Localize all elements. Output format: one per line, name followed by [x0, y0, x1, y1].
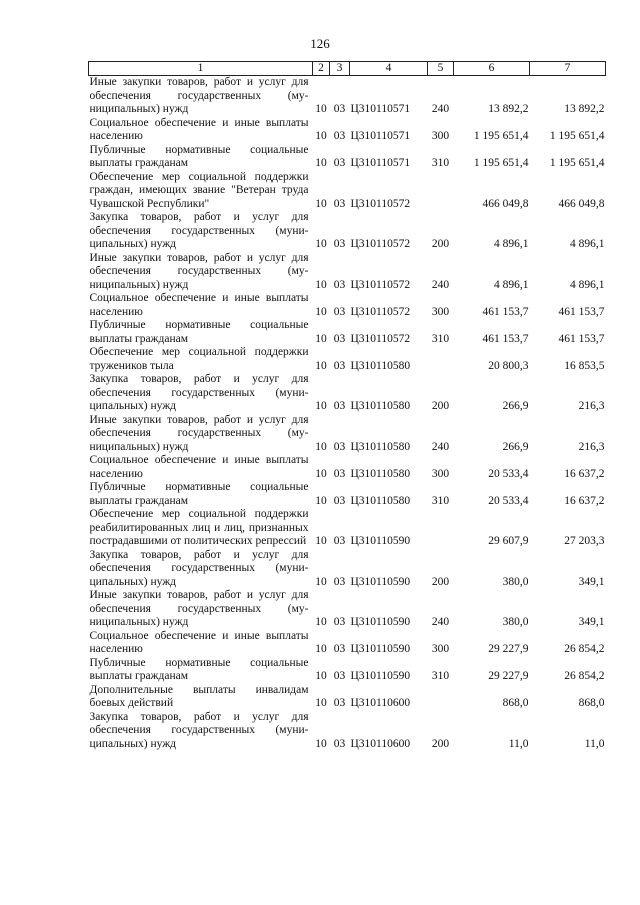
row-amount-year-1: 266,9 [502, 440, 529, 453]
row-name: Дополнительные выплаты инвалидам боевых действий [89, 683, 309, 709]
row-section: 10 [315, 670, 327, 682]
row-name: Закупка товаров, работ и услуг для обеспечения государственных (муниципальных) нужд [89, 211, 309, 250]
row-amount-year-1: 461 153,7 [482, 332, 529, 345]
row-amount-year-2: 216,3 [578, 440, 605, 453]
table-row [89, 373, 606, 414]
row-amount-year-1: 4 896,1 [494, 238, 529, 250]
row-amount-year-2: 13 892,2 [564, 103, 605, 115]
row-subsection: 03 [333, 697, 346, 709]
table-body [89, 76, 606, 752]
row-subsection: 03 [333, 737, 346, 750]
row-target-article: Ц310110571 [350, 157, 411, 169]
row-subsection: 03 [333, 278, 346, 291]
row-target-article: Ц310110580 [350, 359, 411, 372]
row-subsection: 03 [333, 494, 346, 507]
row-section: 10 [315, 103, 327, 115]
row-section: 10 [315, 238, 327, 250]
row-section: 10 [315, 278, 327, 291]
header-col-5: 5 [428, 62, 454, 76]
header-col-6: 6 [454, 62, 530, 76]
row-name: Обеспечение мер социальной поддержки граждан, имеющих звание "Ветеран труда Чувашской Республики" [89, 170, 309, 210]
row-expense-type: 310 [431, 332, 450, 345]
table-row [89, 711, 606, 752]
row-expense-type [428, 346, 454, 373]
table-row [89, 319, 606, 346]
row-target-article: Ц310110590 [350, 616, 411, 628]
row-target-article: Ц310110590 [350, 535, 411, 547]
row-expense-type: 310 [431, 157, 450, 169]
row-amount-year-1: 11,0 [508, 737, 529, 750]
row-amount-year-1: 1 195 651,4 [473, 157, 529, 169]
row-expense-type: 310 [431, 670, 450, 682]
row-name: Иные закупки товаров, работ и услуг для обеспечения государственных (муниципальных) нужд [89, 76, 309, 115]
row-amount-year-1: 380,0 [502, 575, 529, 588]
row-amount-year-1: 461 153,7 [482, 305, 529, 318]
row-amount-year-1: 13 892,2 [488, 103, 529, 115]
row-subsection: 03 [333, 670, 346, 682]
row-expense-type: 300 [431, 305, 450, 318]
row-name: Социальное обеспечение и иные выплаты населению [89, 116, 309, 142]
row-section: 10 [315, 616, 327, 628]
row-expense-type: 200 [431, 575, 450, 588]
row-target-article: Ц310110590 [350, 643, 411, 655]
row-name: Социальное обеспечение и иные выплаты населению [89, 454, 309, 480]
row-target-article: Ц310110572 [350, 278, 411, 291]
table-row [89, 76, 606, 117]
row-name: Публичные нормативные социальные выплаты гражданам [89, 319, 309, 345]
table-row [89, 211, 606, 252]
row-section: 10 [315, 535, 327, 547]
row-amount-year-1: 20 533,4 [488, 494, 529, 507]
table-row [89, 481, 606, 508]
row-amount-year-1: 29 227,9 [488, 643, 529, 655]
row-name: Закупка товаров, работ и услуг для обеспечения государственных (муниципальных) нужд [89, 373, 309, 412]
row-expense-type: 200 [431, 238, 450, 250]
row-subsection: 03 [333, 130, 346, 142]
row-name: Иные закупки товаров, работ и услуг для обеспечения государственных (муниципальных) нужд [89, 413, 309, 453]
row-target-article: Ц310110580 [350, 494, 411, 507]
row-amount-year-2: 26 854,2 [564, 670, 605, 682]
table-row [89, 657, 606, 684]
row-section: 10 [315, 643, 327, 655]
row-amount-year-1: 868,0 [502, 697, 529, 709]
page-number: 126 [310, 36, 330, 51]
row-name: Закупка товаров, работ и услуг для обеспечения государственных (муниципальных) нужд [89, 710, 309, 750]
row-amount-year-2: 16 637,2 [564, 494, 605, 507]
row-subsection: 03 [333, 157, 346, 169]
row-section: 10 [315, 197, 327, 210]
row-expense-type: 200 [431, 400, 450, 412]
header-col-1: 1 [89, 62, 313, 76]
row-section: 10 [315, 575, 327, 588]
row-target-article: Ц310110572 [350, 305, 411, 318]
row-expense-type: 200 [431, 737, 450, 750]
table-row [89, 414, 606, 455]
row-subsection: 03 [333, 400, 346, 412]
row-subsection: 03 [333, 197, 346, 210]
row-subsection: 03 [333, 103, 346, 115]
row-subsection: 03 [333, 359, 346, 372]
table-row [89, 252, 606, 293]
row-amount-year-2: 461 153,7 [558, 332, 605, 345]
row-amount-year-1: 4 896,1 [494, 278, 529, 291]
table-row [89, 508, 606, 549]
row-amount-year-1: 380,0 [502, 616, 529, 628]
row-target-article: Ц310110590 [350, 670, 411, 682]
row-subsection: 03 [333, 238, 346, 250]
row-target-article: Ц310110580 [350, 400, 411, 412]
row-name: Обеспечение мер социальной поддержки реабилитированных лиц и лиц, признанных пострадавшими от политических репрессий [89, 508, 309, 547]
row-subsection: 03 [333, 440, 346, 453]
row-name: Обеспечение мер социальной поддержки тружеников тыла [89, 346, 309, 372]
row-expense-type: 240 [431, 278, 450, 291]
table-row [89, 346, 606, 373]
row-amount-year-2: 466 049,8 [558, 197, 605, 210]
row-section: 10 [315, 697, 327, 709]
row-name: Иные закупки товаров, работ и услуг для обеспечения государственных (муниципальных) нужд [89, 251, 309, 291]
row-amount-year-2: 4 896,1 [570, 238, 605, 250]
row-amount-year-2: 4 896,1 [570, 278, 605, 291]
row-amount-year-2: 16 637,2 [564, 467, 605, 480]
row-name: Публичные нормативные социальные выплаты гражданам [89, 143, 309, 169]
row-amount-year-2: 868,0 [578, 697, 605, 709]
row-section: 10 [315, 130, 327, 142]
row-amount-year-2: 349,1 [578, 575, 605, 588]
row-expense-type [428, 508, 454, 549]
row-expense-type: 300 [431, 130, 450, 142]
header-col-3: 3 [330, 62, 350, 76]
header-col-7: 7 [530, 62, 606, 76]
row-section: 10 [315, 359, 327, 372]
row-expense-type: 310 [431, 494, 450, 507]
table-row [89, 292, 606, 319]
row-amount-year-1: 266,9 [502, 400, 529, 412]
row-target-article: Ц310110572 [350, 332, 411, 345]
row-name: Социальное обеспечение и иные выплаты населению [89, 629, 309, 655]
row-amount-year-2: 216,3 [578, 400, 605, 412]
row-name: Публичные нормативные социальные выплаты гражданам [89, 481, 309, 507]
table-row [89, 171, 606, 212]
row-amount-year-2: 1 195 651,4 [549, 130, 605, 142]
row-amount-year-2: 26 854,2 [564, 643, 605, 655]
row-target-article: Ц310110600 [350, 737, 411, 750]
row-section: 10 [315, 737, 327, 750]
row-target-article: Ц310110580 [350, 440, 411, 453]
table-row [89, 684, 606, 711]
row-subsection: 03 [333, 467, 346, 480]
row-section: 10 [315, 440, 327, 453]
table-row [89, 144, 606, 171]
row-amount-year-1: 466 049,8 [482, 197, 529, 210]
row-target-article: Ц310110571 [350, 130, 411, 142]
row-amount-year-2: 16 853,5 [564, 359, 605, 372]
row-section: 10 [315, 332, 327, 345]
row-target-article: Ц310110600 [350, 697, 411, 709]
row-expense-type: 240 [431, 616, 450, 628]
row-expense-type: 300 [431, 467, 450, 480]
row-expense-type: 240 [431, 440, 450, 453]
row-target-article: Ц310110572 [350, 197, 411, 210]
row-section: 10 [315, 157, 327, 169]
row-amount-year-1: 29 607,9 [488, 535, 529, 547]
row-name: Закупка товаров, работ и услуг для обеспечения государственных (муниципальных) нужд [89, 548, 309, 588]
row-amount-year-1: 29 227,9 [488, 670, 529, 682]
budget-table [88, 61, 606, 751]
row-subsection: 03 [333, 332, 346, 345]
row-amount-year-1: 20 800,3 [488, 359, 529, 372]
row-expense-type: 240 [431, 103, 450, 115]
row-subsection: 03 [333, 575, 346, 588]
row-name: Иные закупки товаров, работ и услуг для обеспечения государственных (муниципальных) нужд [89, 589, 309, 628]
header-col-2: 2 [313, 62, 330, 76]
row-target-article: Ц310110580 [350, 467, 411, 480]
row-expense-type: 300 [431, 643, 450, 655]
row-name: Публичные нормативные социальные выплаты гражданам [89, 656, 309, 682]
row-name: Социальное обеспечение и иные выплаты населению [89, 292, 309, 318]
row-section: 10 [315, 400, 327, 412]
row-expense-type [428, 684, 454, 711]
row-amount-year-2: 27 203,3 [564, 535, 605, 547]
header-col-4: 4 [350, 62, 428, 76]
row-amount-year-2: 349,1 [578, 616, 605, 628]
table-header [89, 62, 606, 76]
row-subsection: 03 [333, 616, 346, 628]
row-subsection: 03 [333, 535, 346, 547]
table-row [89, 117, 606, 144]
row-section: 10 [315, 305, 327, 318]
row-section: 10 [315, 494, 327, 507]
row-amount-year-1: 20 533,4 [488, 467, 529, 480]
row-amount-year-2: 461 153,7 [558, 305, 605, 318]
row-amount-year-2: 1 195 651,4 [549, 157, 605, 169]
row-target-article: Ц310110590 [350, 575, 411, 588]
table-row [89, 630, 606, 657]
row-expense-type [428, 171, 454, 212]
table-row [89, 549, 606, 590]
row-subsection: 03 [333, 643, 346, 655]
row-subsection: 03 [333, 305, 346, 318]
row-amount-year-1: 1 195 651,4 [473, 130, 529, 142]
table-row [89, 454, 606, 481]
row-section: 10 [315, 467, 327, 480]
row-target-article: Ц310110571 [350, 103, 411, 115]
header-row [89, 62, 606, 76]
table-row [89, 589, 606, 630]
row-target-article: Ц310110572 [350, 238, 411, 250]
row-amount-year-2: 11,0 [584, 737, 605, 750]
